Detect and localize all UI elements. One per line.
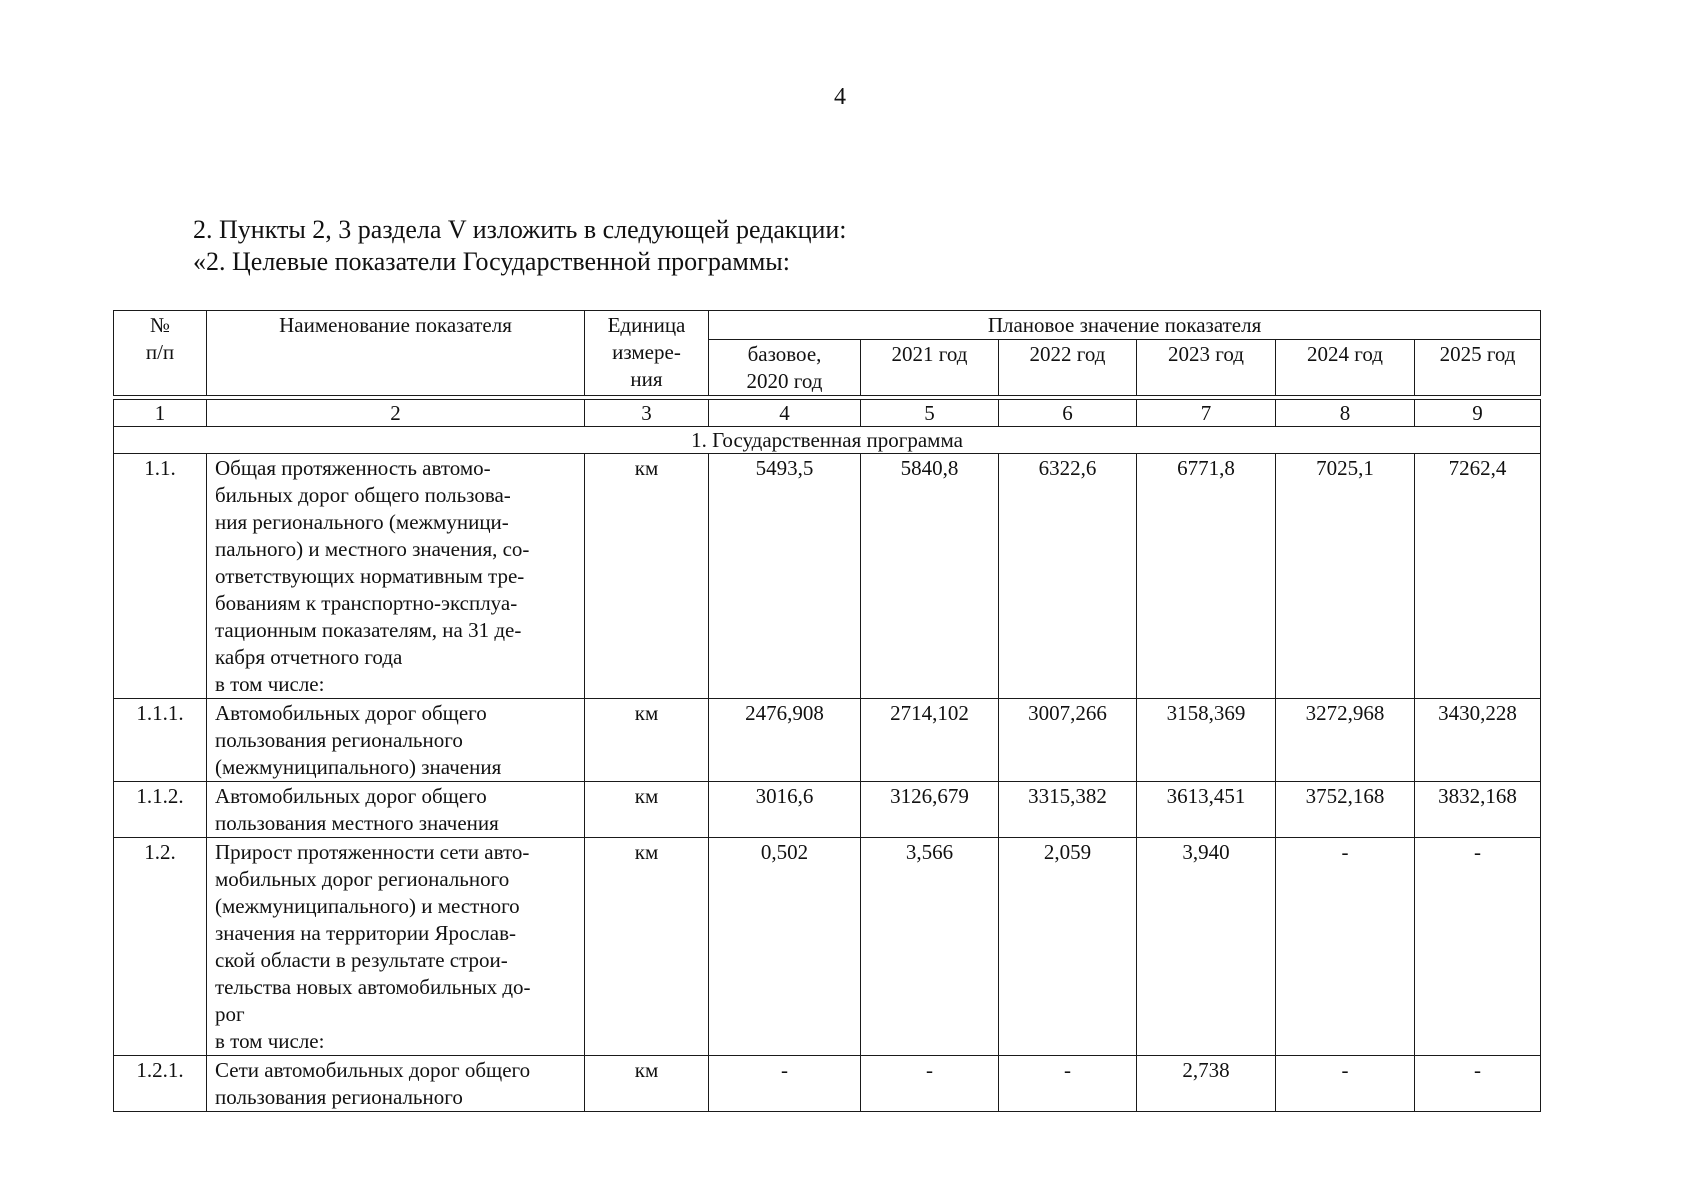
row-unit: км [585,1056,709,1112]
row-unit: км [585,699,709,782]
row-num: 1.1.1. [114,699,207,782]
row-unit: км [585,782,709,838]
row-value-2025: 7262,4 [1415,454,1541,699]
row-value-2024: - [1276,1056,1415,1112]
row-value-2024: - [1276,838,1415,1056]
row-value-base: - [709,1056,861,1112]
row-value-base: 5493,5 [709,454,861,699]
row-value-2022: - [999,1056,1137,1112]
row-value-2024: 7025,1 [1276,454,1415,699]
row-value-2021: 3126,679 [861,782,999,838]
column-number: 2 [207,400,585,427]
row-unit: км [585,454,709,699]
column-number: 7 [1137,400,1276,427]
table-row [114,1056,1541,1112]
row-value-base: 3016,6 [709,782,861,838]
column-number: 9 [1415,400,1541,427]
column-number: 8 [1276,400,1415,427]
row-name: Автомобильных дорог общего пользования регионального (межмуниципального) значения [207,699,585,782]
row-name: Общая протяженность автомо- бильных дорог общего пользова- ния регионального (межмуници- пального) и местного значения, со- ответствующих нормативным тре- бованиям к транспортно-эксплуа- тационным показателям, на 31 де- кабря отчетного года в том числе: [207,454,585,699]
row-value-2022: 3315,382 [999,782,1137,838]
table-row [114,699,1541,782]
row-unit: км [585,838,709,1056]
row-value-base: 0,502 [709,838,861,1056]
row-value-2021: - [861,1056,999,1112]
row-value-2025: 3430,228 [1415,699,1541,782]
row-value-base: 2476,908 [709,699,861,782]
row-name: Автомобильных дорог общего пользования местного значения [207,782,585,838]
header-year-2021: 2021 год [861,340,999,396]
section-title: 1. Государственная программа [114,427,1541,454]
row-value-2021: 5840,8 [861,454,999,699]
header-unit: Единица измере- ния [585,311,709,396]
header-year-2025: 2025 год [1415,340,1541,396]
section-row [114,427,1541,454]
header-year-2023: 2023 год [1137,340,1276,396]
column-number: 6 [999,400,1137,427]
header-year-base: базовое, 2020 год [709,340,861,396]
header-year-2024: 2024 год [1276,340,1415,396]
row-value-2023: 3613,451 [1137,782,1276,838]
column-numbers-row [114,400,1541,427]
table-header-row-1 [114,311,1541,340]
row-value-2025: - [1415,838,1541,1056]
header-planned-value: Плановое значение показателя [709,311,1541,340]
row-num: 1.1.2. [114,782,207,838]
row-value-2022: 6322,6 [999,454,1137,699]
row-value-2022: 3007,266 [999,699,1137,782]
row-value-2021: 2714,102 [861,699,999,782]
row-name: Сети автомобильных дорог общего пользования регионального [207,1056,585,1112]
header-name: Наименование показателя [207,311,585,396]
column-number: 5 [861,400,999,427]
page-number: 4 [834,84,846,110]
table-row [114,454,1541,699]
intro-text [193,214,847,278]
column-number: 4 [709,400,861,427]
indicators-table [113,310,1541,1112]
row-value-2023: 2,738 [1137,1056,1276,1112]
row-value-2021: 3,566 [861,838,999,1056]
column-number: 3 [585,400,709,427]
row-value-2024: 3272,968 [1276,699,1415,782]
intro-line-2: «2. Целевые показатели Государственной программы: [193,247,790,276]
row-value-2025: - [1415,1056,1541,1112]
row-value-2023: 6771,8 [1137,454,1276,699]
row-value-2023: 3158,369 [1137,699,1276,782]
row-value-2023: 3,940 [1137,838,1276,1056]
table-row [114,838,1541,1056]
row-num: 1.1. [114,454,207,699]
intro-line-1: 2. Пункты 2, 3 раздела V изложить в следующей редакции: [193,215,847,244]
table-row [114,782,1541,838]
row-num: 1.2.1. [114,1056,207,1112]
row-value-2024: 3752,168 [1276,782,1415,838]
row-value-2025: 3832,168 [1415,782,1541,838]
header-num: № п/п [114,311,207,396]
row-name: Прирост протяженности сети авто- мобильных дорог регионального (межмуниципального) и местного значения на территории Ярослав- ской области в результате строи- тельства новых автомобильных до- рог в том числе: [207,838,585,1056]
row-value-2022: 2,059 [999,838,1137,1056]
row-num: 1.2. [114,838,207,1056]
column-number: 1 [114,400,207,427]
header-year-2022: 2022 год [999,340,1137,396]
